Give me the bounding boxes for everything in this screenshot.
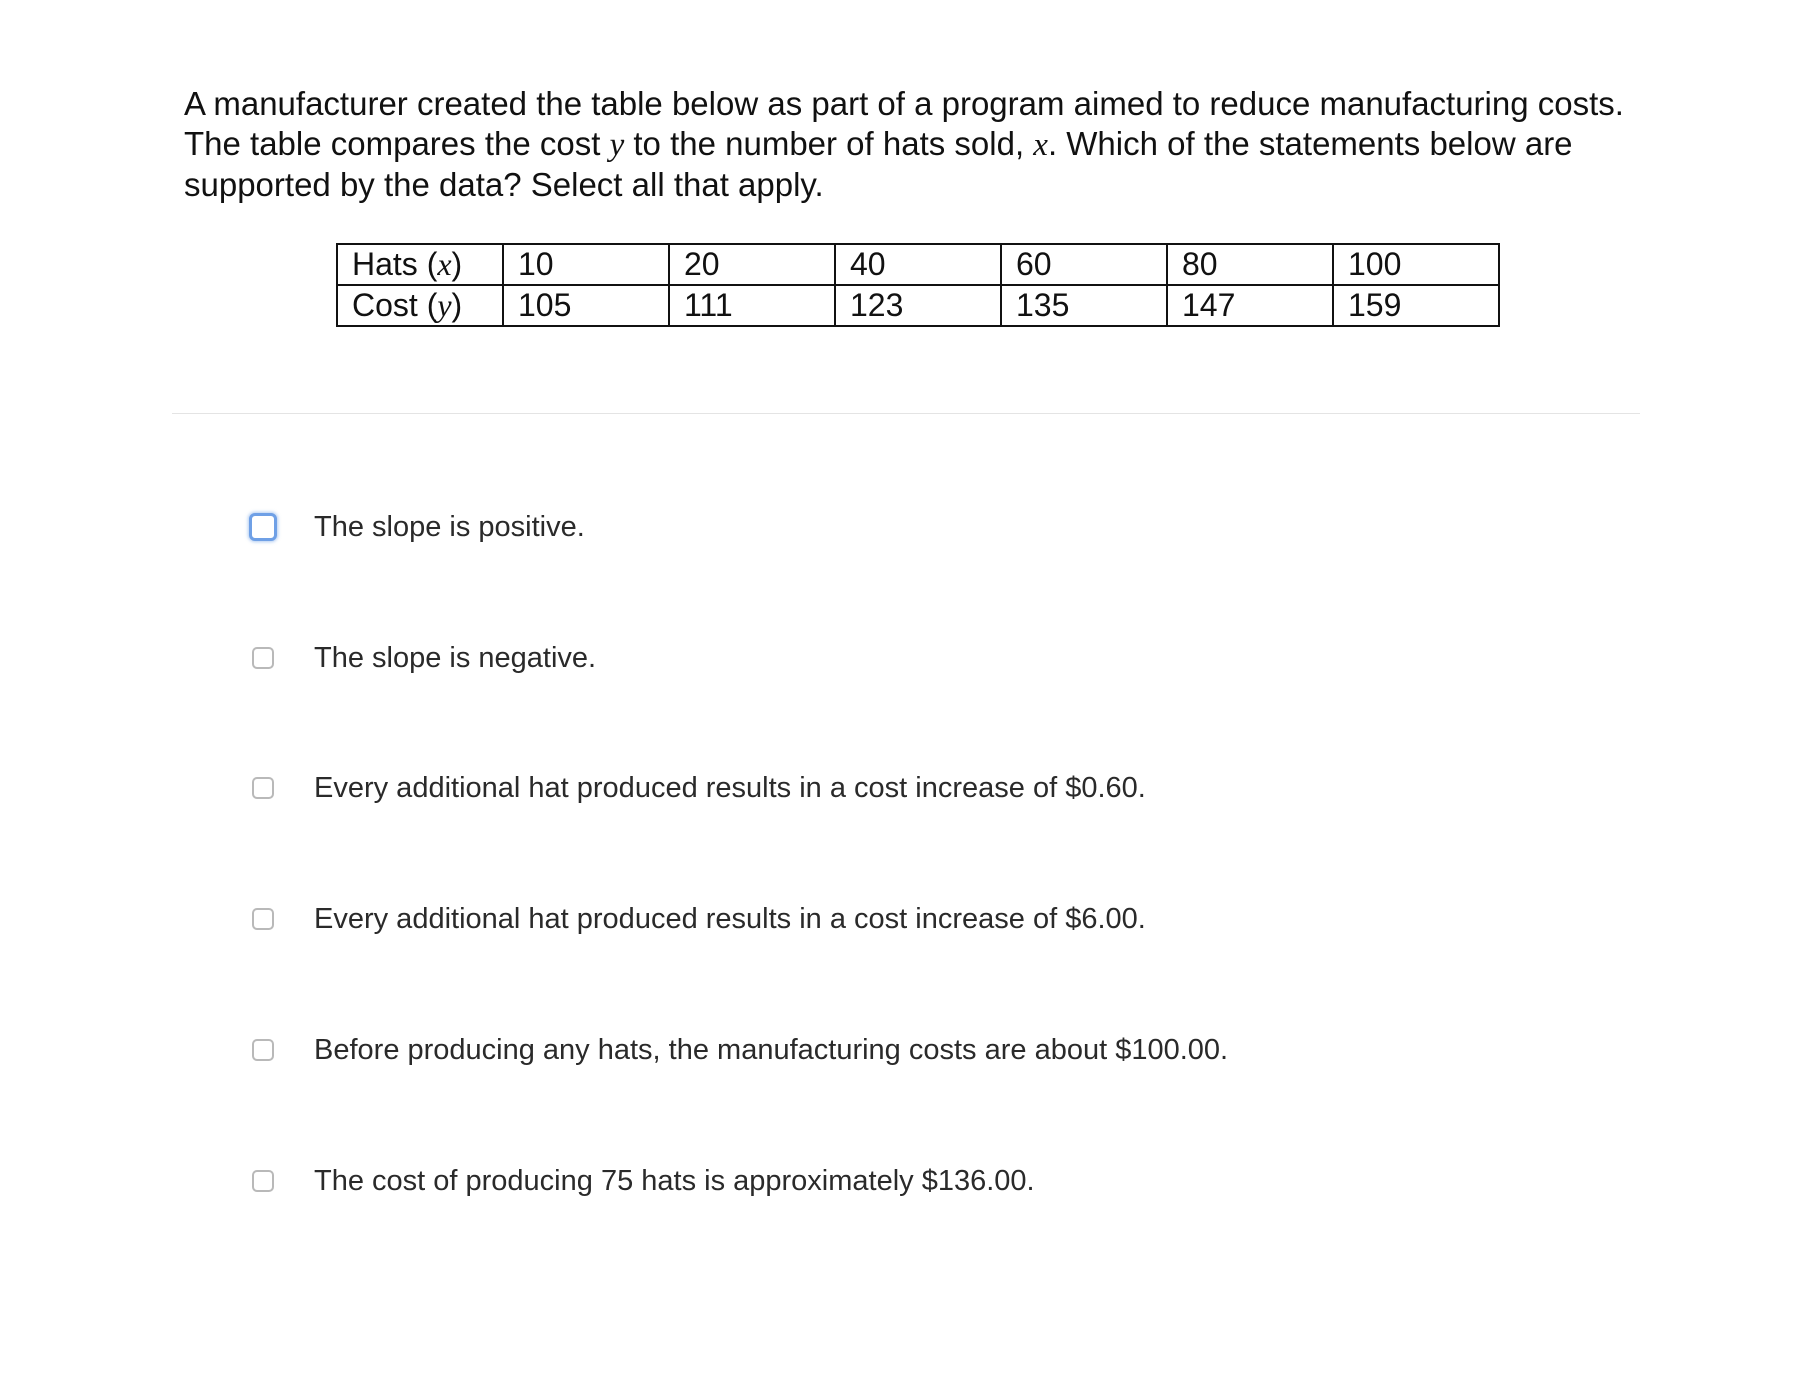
variable-x: x [1033, 127, 1048, 163]
question-line-3: supported by the data? Select all that apply. [184, 166, 824, 203]
checkbox[interactable] [252, 647, 274, 669]
row-header-hats [337, 244, 503, 285]
hats-cost-table [336, 243, 1500, 327]
row-header-text: Cost ( [352, 287, 438, 323]
table-cell: 159 [1333, 285, 1499, 326]
table-row-cost [337, 285, 1499, 326]
table-cell: 111 [669, 285, 835, 326]
table-cell: 60 [1001, 244, 1167, 285]
question-text: . Which of the statements below are [1047, 125, 1573, 162]
table-cell: 40 [835, 244, 1001, 285]
row-header-text: ) [451, 246, 463, 282]
choice-label[interactable]: Every additional hat produced results in a cost increase of $0.60. [314, 771, 1146, 804]
checkbox[interactable] [252, 1039, 274, 1061]
choice-label[interactable]: Every additional hat produced results in a cost increase of $6.00. [314, 902, 1146, 935]
row-header-cost [337, 285, 503, 326]
choice-slope-positive[interactable] [252, 507, 585, 547]
checkbox[interactable] [252, 908, 274, 930]
choice-slope-negative[interactable] [252, 638, 596, 678]
question-text: to the number of hats sold, [624, 125, 1034, 162]
choice-initial-cost[interactable] [252, 1030, 1228, 1070]
checkbox[interactable] [249, 513, 277, 541]
checkbox[interactable] [252, 777, 274, 799]
table-cell: 80 [1167, 244, 1333, 285]
question-line-2 [184, 124, 1624, 165]
choice-cost-75-hats[interactable] [252, 1161, 1035, 1201]
divider [172, 413, 1640, 414]
checkbox[interactable] [252, 1170, 274, 1192]
table-cell: 100 [1333, 244, 1499, 285]
table-cell: 105 [503, 285, 669, 326]
choice-label[interactable]: The cost of producing 75 hats is approximately $136.00. [314, 1164, 1035, 1197]
row-header-text: Hats ( [352, 246, 438, 282]
question-prompt [184, 84, 1624, 205]
choice-increase-6-00[interactable] [252, 899, 1146, 939]
choice-label[interactable]: The slope is positive. [314, 510, 585, 543]
table-cell: 20 [669, 244, 835, 285]
variable-x: x [437, 246, 452, 282]
table-cell: 135 [1001, 285, 1167, 326]
question-line-1: A manufacturer created the table below as part of a program aimed to reduce manufacturing costs. [184, 85, 1624, 122]
variable-y: y [609, 127, 625, 163]
choice-label[interactable]: Before producing any hats, the manufacturing costs are about $100.00. [314, 1033, 1229, 1066]
question-text: The table compares the cost [184, 125, 610, 162]
row-header-text: ) [451, 287, 463, 323]
table-row-hats [337, 244, 1499, 285]
table-cell: 147 [1167, 285, 1333, 326]
table-cell: 10 [503, 244, 669, 285]
choice-label[interactable]: The slope is negative. [314, 641, 597, 674]
choice-increase-0-60[interactable] [252, 768, 1146, 808]
table-cell: 123 [835, 285, 1001, 326]
variable-y: y [437, 287, 452, 323]
